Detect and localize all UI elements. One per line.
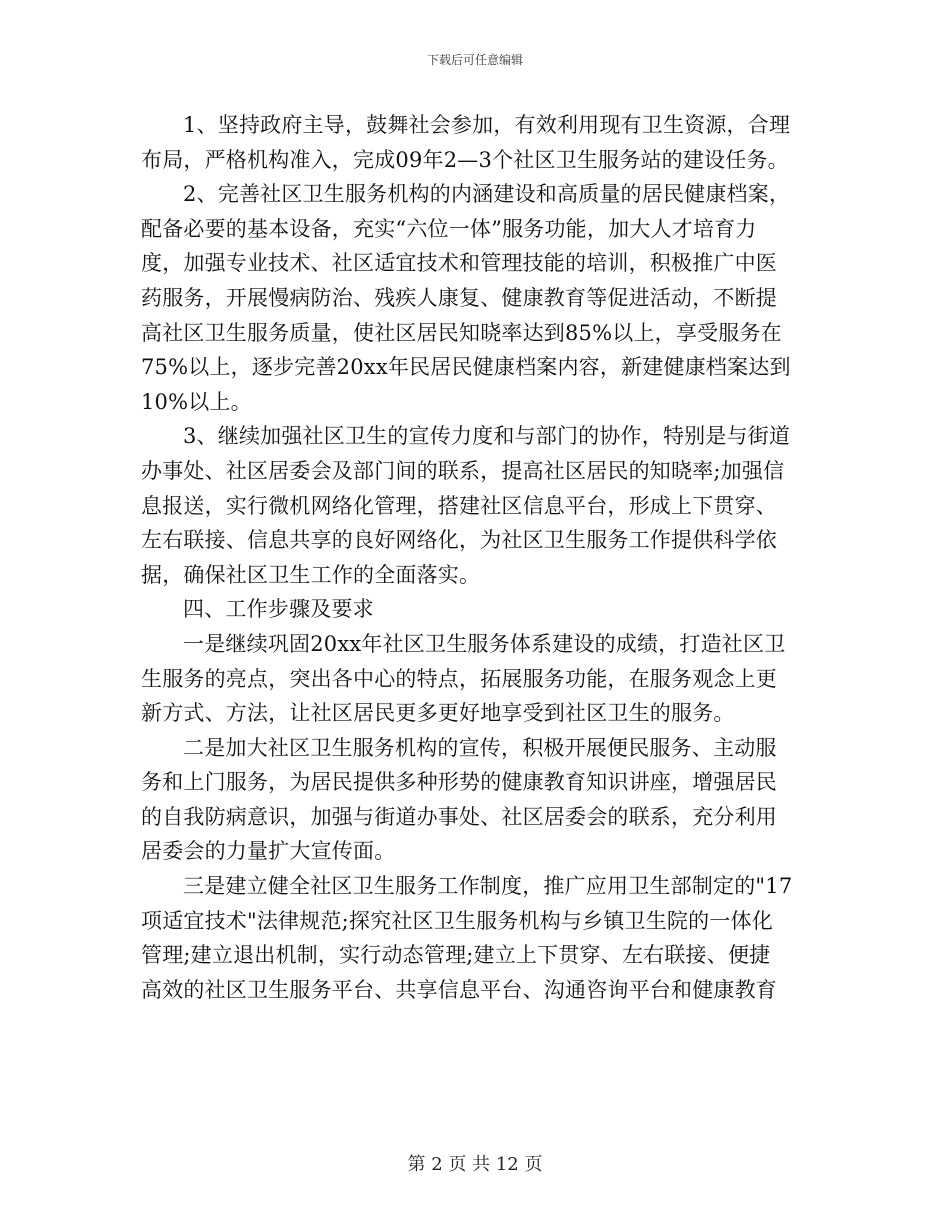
paragraph-2-line-2: 配备必要的基本设备，充实“六位一体”服务功能，加大人才培育力 (141, 216, 757, 241)
paragraph-4-line-1: 一是继续巩固20xx年社区卫生服务体系建设的成绩，打造社区卫 (183, 631, 786, 656)
paragraph-5-line-2: 务和上门服务，为居民提供多种形势的健康教育知识讲座，增强居民 (141, 770, 777, 795)
paragraph-6-line-4: 高效的社区卫生服务平台、共享信息平台、沟通咨询平台和健康教育 (141, 977, 777, 1002)
paragraph-6-line-2: 项适宜技术"法律规范;探究社区卫生服务机构与乡镇卫生院的一体化 (141, 908, 773, 933)
paragraph-1-line-1: 1、坚持政府主导，鼓舞社会参加，有效利用现有卫生资源，合理 (183, 113, 791, 137)
paragraph-5-line-4: 居委会的力量扩大宣传面。 (141, 839, 396, 864)
page-header: 下载后可任意编辑 (426, 53, 523, 67)
paragraph-3-line-5: 据，确保社区卫生工作的全面落实。 (141, 562, 481, 587)
paragraph-4-line-2: 生服务的亮点，突出各中心的特点，拓展服务功能，在服务观念上更 (141, 666, 777, 691)
paragraph-5-line-1: 二是加大社区卫生服务机构的宣传，积极开展便民服务、主动服 (183, 735, 777, 760)
section-heading: 四、工作步骤及要求 (183, 597, 374, 622)
paragraph-5-line-3: 的自我防病意识，加强与街道办事处、社区居委会的联系，充分利用 (141, 804, 777, 829)
paragraph-2-line-5: 高社区卫生服务质量，使社区居民知晓率达到85%以上，享受服务在 (141, 320, 782, 345)
paragraph-2-line-3: 度，加强专业技术、社区适宜技术和管理技能的培训，积极推广中医 (141, 251, 777, 276)
paragraph-2-line-6: 75%以上，逐步完善20xx年民居民健康档案内容，新建健康档案达到 (141, 355, 791, 380)
paragraph-3-line-2: 办事处、社区居委会及部门间的联系，提高社区居民的知晓率;加强信 (141, 458, 785, 483)
page-number-footer: 第 2 页 共 12 页 (407, 1154, 543, 1175)
paragraph-3-line-3: 息报送，实行微机网络化管理，搭建社区信息平台，形成上下贯穿、 (141, 493, 777, 518)
paragraph-6-line-3: 管理;建立退出机制，实行动态管理;建立上下贯穿、左右联接、便捷 (141, 943, 771, 968)
document-body (141, 108, 806, 1007)
paragraph-2-line-1: 2、完善社区卫生服务机构的内涵建设和高质量的居民健康档案， (183, 182, 791, 207)
paragraph-1-line-2: 布局，严格机构准入，完成09年2—3个社区卫生服务站的建设任务。 (141, 147, 789, 172)
paragraph-6-line-1: 三是建立健全社区卫生服务工作制度，推广应用卫生部制定的"17 (183, 874, 793, 899)
paragraph-2-line-7: 10%以上。 (141, 389, 252, 414)
paragraph-4-line-3: 新方式、方法，让社区居民更多更好地享受到社区卫生的服务。 (141, 701, 735, 726)
paragraph-3-line-4: 左右联接、信息共享的良好网络化，为社区卫生服务工作提供科学依 (141, 528, 777, 553)
paragraph-3-line-1: 3、继续加强社区卫生的宣传力度和与部门的协作，特别是与街道 (183, 424, 791, 449)
paragraph-2-line-4: 药服务，开展慢病防治、残疾人康复、健康教育等促进活动，不断提 (141, 285, 777, 310)
